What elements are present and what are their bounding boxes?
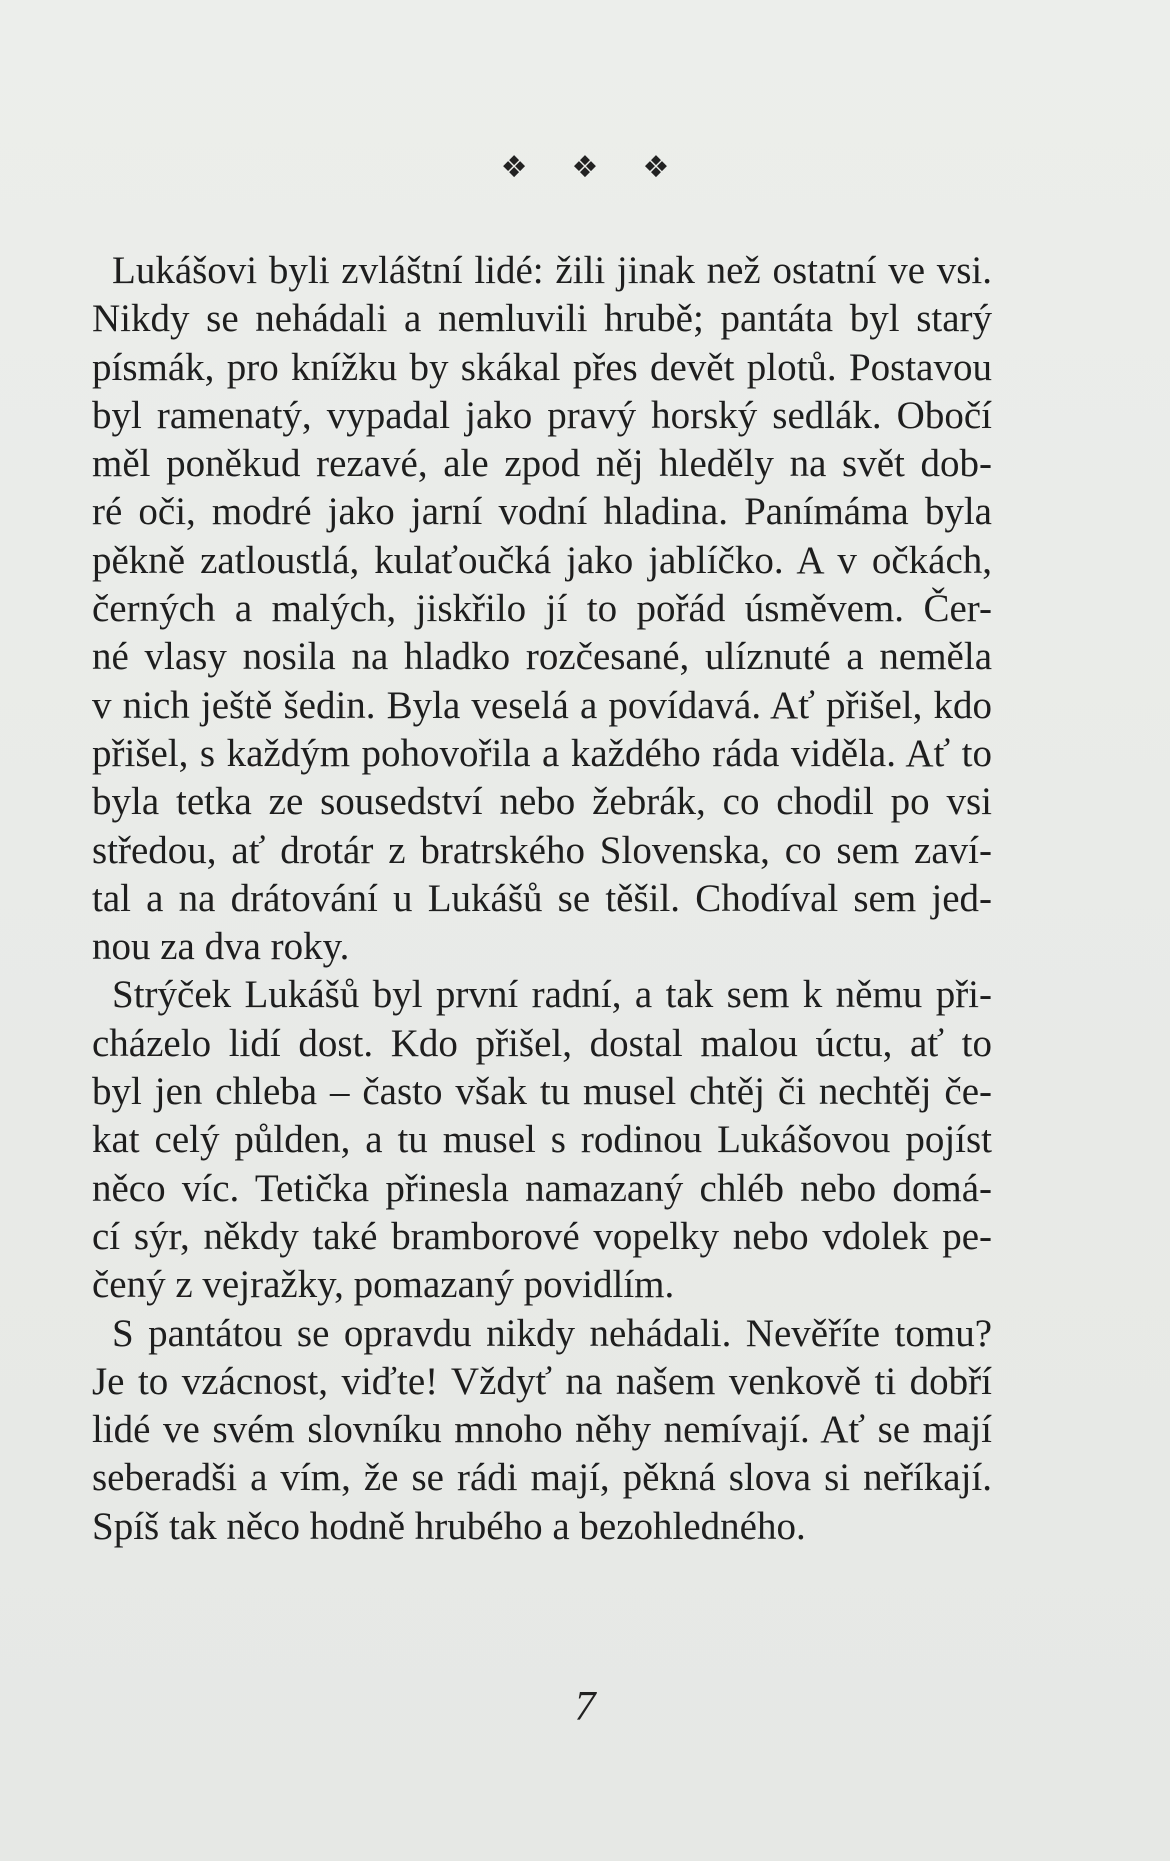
text-line: seberadši a vím, že se rádi mají, pěkná slova si neříkají.	[92, 1456, 992, 1500]
page-number: 7	[574, 1684, 596, 1730]
text-line: kat celý půlden, a tu musel s rodinou Lukášovou pojíst	[92, 1118, 992, 1162]
text-line: Spíš tak něco hodně hrubého a bezohledného.	[92, 1504, 806, 1548]
text-line: Lukášovi byli zvláštní lidé: žili jinak než ostatní ve vsi.	[112, 249, 992, 292]
paragraph	[92, 971, 992, 1309]
text-line: Nikdy se nehádali a nemluvili hrubě; pantáta byl starý	[92, 297, 992, 341]
text-line: měl poněkud rezavé, ale zpod něj hleděly na svět dob-	[92, 442, 992, 486]
text-line: byl ramenatý, vypadal jako pravý horský sedlák. Obočí	[92, 393, 992, 437]
ornament-diamond-icon: ❖	[571, 150, 599, 185]
ornament-diamond-icon: ❖	[500, 150, 528, 185]
ornament-diamond-icon: ❖	[642, 150, 670, 185]
text-line: ré oči, modré jako jarní vodní hladina. Panímáma byla	[92, 490, 992, 534]
text-line: pěkně zatloustlá, kulaťoučká jako jablíčko. A v očkách,	[92, 538, 992, 582]
text-line: černých a malých, jiskřilo jí to pořád úsměvem. Čer-	[92, 587, 992, 631]
text-line: lidé ve svém slovníku mnoho něhy nemívají. Ať se mají	[92, 1408, 992, 1452]
text-line: v nich ještě šedin. Byla veselá a povídavá. Ať přišel, kdo	[92, 683, 992, 727]
text-line: byl jen chleba – často však tu musel chtěj či nechtěj če-	[92, 1070, 992, 1114]
text-line: cházelo lidí dost. Kdo přišel, dostal malou úctu, ať to	[92, 1021, 992, 1065]
text-line: nou za dva roky.	[92, 925, 350, 969]
text-line: S pantátou se opravdu nikdy nehádali. Nevěříte tomu?	[112, 1311, 992, 1355]
text-line: Strýček Lukášů byl první radní, a tak sem k němu při-	[112, 973, 992, 1017]
paragraph	[92, 1310, 992, 1551]
text-line: něco víc. Tetička přinesla namazaný chléb nebo domá-	[92, 1166, 992, 1210]
text-line: cí sýr, někdy také bramborové vopelky nebo vdolek pe-	[92, 1214, 992, 1258]
text-line: přišel, s každým pohovořila a každého ráda viděla. Ať to	[92, 731, 992, 775]
text-line: Je to vzácnost, viďte! Vždyť na našem venkově ti dobří	[92, 1359, 992, 1403]
text-line: písmák, pro knížku by skákal přes devět plotů. Postavou	[92, 345, 992, 389]
body-text	[92, 247, 992, 1551]
text-line: né vlasy nosila na hladko rozčesané, ulíznuté a neměla	[92, 635, 992, 679]
text-line: tal a na drátování u Lukášů se těšil. Chodíval sem jed-	[92, 876, 992, 920]
text-line: čený z vejražky, pomazaný povidlím.	[92, 1263, 675, 1307]
text-line: středou, ať drotár z bratrského Slovenska, co sem zaví-	[92, 828, 992, 872]
section-ornament	[0, 150, 1170, 185]
text-line: byla tetka ze sousedství nebo žebrák, co chodil po vsi	[92, 780, 992, 824]
paragraph	[92, 247, 992, 971]
